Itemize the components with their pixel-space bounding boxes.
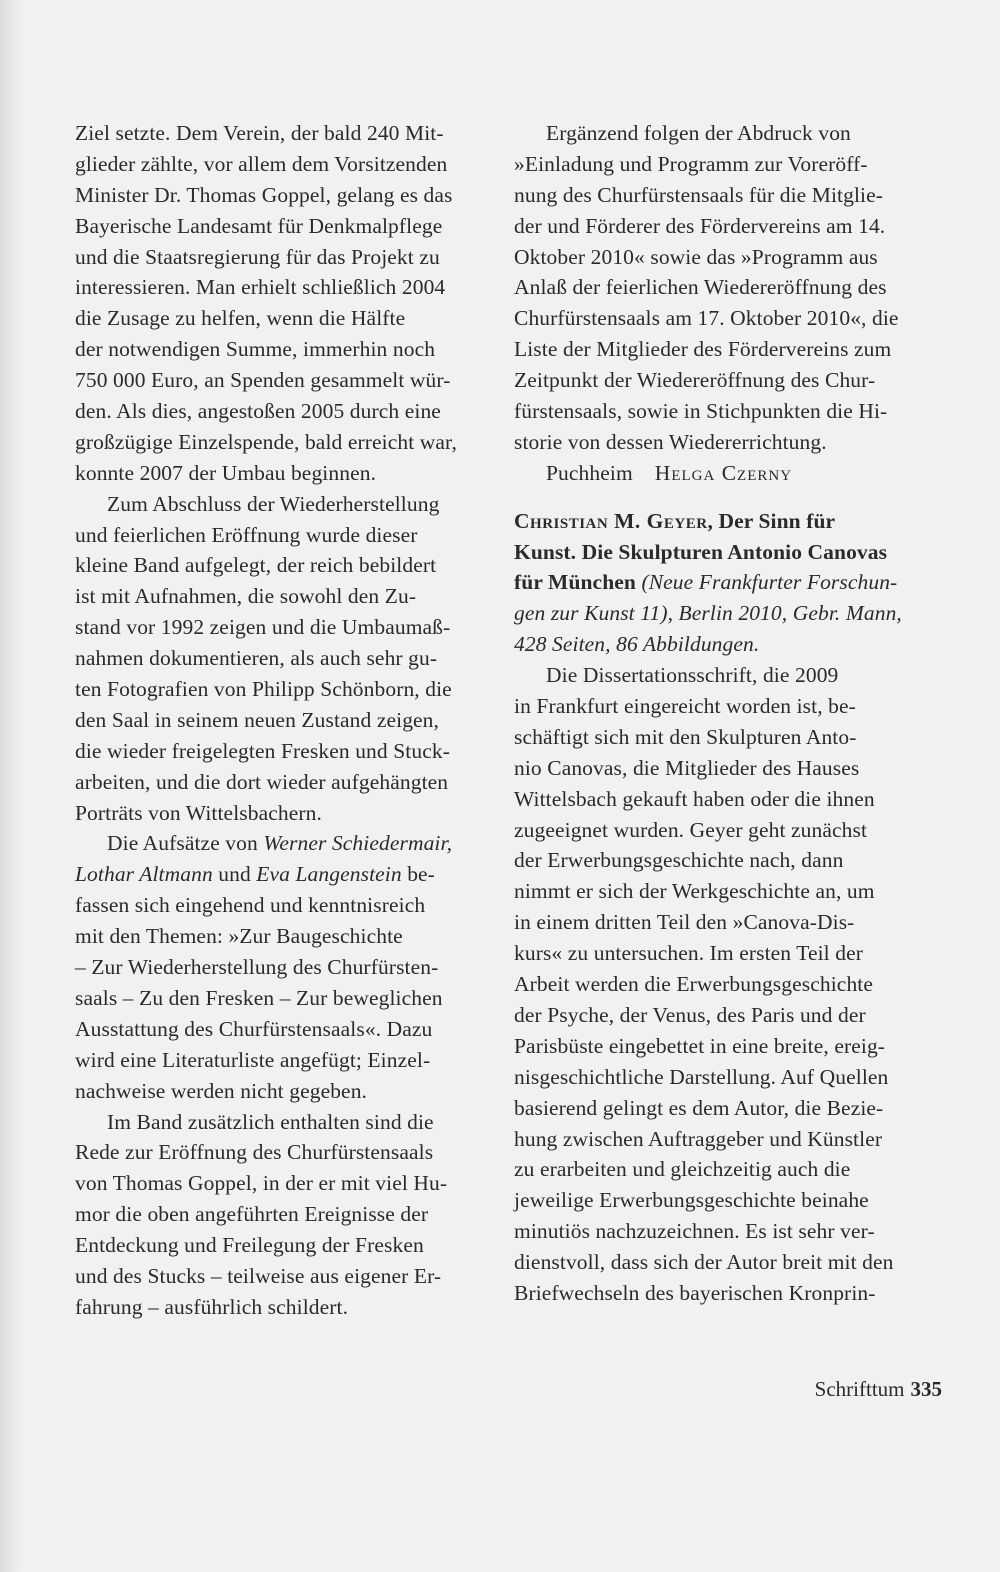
text-line: Churfürstensaals am 17. Oktober 2010«, die <box>514 306 899 331</box>
text-line: schäftigt sich mit den Skulpturen Anto- <box>514 724 857 749</box>
text-line: Zum Abschluss der Wiederherstellung <box>107 491 440 516</box>
text-line <box>75 828 491 859</box>
text-line: ten Fotografien von Philipp Schönborn, die <box>75 677 452 702</box>
text-line: interessieren. Man erhielt schließlich 2004 <box>75 275 446 300</box>
text-line: Parisbüste eingebettet in eine breite, ereig- <box>514 1033 886 1058</box>
paragraph-4 <box>75 1107 491 1323</box>
right-column <box>514 118 942 1309</box>
book-title: für München <box>514 570 636 595</box>
text-line: der notwendigen Summe, immerhin noch <box>75 337 436 362</box>
author-name: Lothar Altmann <box>75 862 213 887</box>
text-line: zugeeignet wurden. Geyer geht zunächst <box>514 817 868 842</box>
text-line: in Frankfurt eingereicht worden ist, be- <box>514 694 856 719</box>
text-line: nung des Churfürstensaals für die Mitglie- <box>514 182 884 207</box>
text-run: und <box>212 862 257 887</box>
text-line: saals – Zu den Fresken – Zur beweglichen <box>75 985 443 1010</box>
paragraph-appendix <box>514 118 942 458</box>
text-line: zu erarbeiten und gleichzeitig auch die <box>514 1157 851 1182</box>
review-signature <box>514 458 942 489</box>
text-line: nachweise werden nicht gegeben. <box>75 1078 368 1103</box>
text-line: ist mit Aufnahmen, die sowohl den Zu- <box>75 584 417 609</box>
text-line <box>514 567 942 598</box>
text-line: den. Als dies, angestoßen 2005 durch eine <box>75 399 441 424</box>
text-line: Liste der Mitglieder des Fördervereins zum <box>514 337 892 362</box>
text-line: fürstensaals, sowie in Stichpunkten die Hi- <box>514 399 888 424</box>
text-run: Die Aufsätze von <box>107 831 264 856</box>
text-line: – Zur Wiederherstellung des Churfürsten- <box>75 955 439 980</box>
text-line <box>75 859 491 890</box>
text-line: und feierlichen Eröffnung wurde dieser <box>75 522 418 547</box>
text-line: der Psyche, der Venus, des Paris und der <box>514 1002 866 1027</box>
reviewed-author: Christian M. Geyer <box>514 508 708 533</box>
text-line: der Erwerbungsgeschichte nach, dann <box>514 848 844 873</box>
text-line: Die Dissertationsschrift, die 2009 <box>546 663 839 688</box>
text-line: glieder zählte, vor allem dem Vorsitzenden <box>75 151 448 176</box>
text-line: die Zusage zu helfen, wenn die Hälfte <box>75 306 406 331</box>
paragraph-2 <box>75 489 491 829</box>
text-line: fahrung – ausführlich schildert. <box>75 1294 349 1319</box>
text-line: die wieder freigelegten Fresken und Stuck- <box>75 738 450 763</box>
text-line: nahmen dokumentieren, als auch sehr gu- <box>75 646 438 671</box>
text-line: und des Stucks – teilweise aus eigener Er- <box>75 1263 442 1288</box>
publication-details: gen zur Kunst 11), Berlin 2010, Gebr. Mann, <box>514 601 902 626</box>
text-line: konnte 2007 der Umbau beginnen. <box>75 460 377 485</box>
text-line: Bayerische Landesamt für Denkmalpflege <box>75 213 443 238</box>
text-line: minutiös nachzuzeichnen. Es ist sehr ver- <box>514 1219 875 1244</box>
text-line: Ergänzend folgen der Abdruck von <box>546 121 851 145</box>
review-body <box>514 660 942 1309</box>
text-line: Zeitpunkt der Wiedereröffnung des Chur- <box>514 368 876 393</box>
author-name: Werner Schiedermair, <box>263 831 453 856</box>
text-line: Im Band zusätzlich enthalten sind die <box>107 1109 434 1134</box>
left-column <box>75 118 491 1323</box>
text-line: wird eine Literaturliste angefügt; Einzel- <box>75 1047 431 1072</box>
signature-place: Puchheim <box>546 460 633 485</box>
text-line: und die Staatsregierung für das Projekt zu <box>75 244 440 269</box>
text-line: Porträts von Wittelsbachern. <box>75 800 322 825</box>
page-footer <box>720 1377 942 1402</box>
text-line: fassen sich eingehend und kenntnisreich <box>75 893 426 918</box>
page-gutter-shadow <box>0 0 22 1572</box>
text-line: nio Canovas, die Mitglieder des Hauses <box>514 755 860 780</box>
section-spacer <box>514 489 942 506</box>
text-line: Anlaß der feierlichen Wiedereröffnung des <box>514 275 887 300</box>
text-line: mit den Themen: »Zur Baugeschichte <box>75 924 403 949</box>
text-line: Rede zur Eröffnung des Churfürstensaals <box>75 1140 434 1165</box>
text-line: kleine Band aufgelegt, der reich bebildert <box>75 553 437 578</box>
paragraph-3 <box>75 828 491 1106</box>
text-line: hung zwischen Auftraggeber und Künstler <box>514 1126 883 1151</box>
text-line: Arbeit werden die Erwerbungsgeschichte <box>514 972 874 997</box>
text-line: nimmt er sich der Werkgeschichte an, um <box>514 879 875 904</box>
text-line: in einem dritten Teil den »Canova-Dis- <box>514 910 855 935</box>
paragraph-1 <box>75 118 491 489</box>
text-line: basierend gelingt es dem Autor, die Bezie- <box>514 1095 884 1120</box>
text-line: 750 000 Euro, an Spenden gesammelt wür- <box>75 368 451 393</box>
book-title: , Der Sinn für <box>707 508 836 533</box>
publication-details: 428 Seiten, 86 Abbildungen. <box>514 632 760 657</box>
text-line: der und Förderer des Fördervereins am 14. <box>514 213 886 238</box>
author-name: Eva Langenstein <box>256 862 402 887</box>
book-title: Kunst. Die Skulpturen Antonio Canovas <box>514 539 888 564</box>
text-line: Minister Dr. Thomas Goppel, gelang es das <box>75 182 453 207</box>
text-line: dienstvoll, dass sich der Autor breit mit den <box>514 1250 894 1275</box>
text-line: jeweilige Erwerbungsgeschichte beinahe <box>514 1188 869 1213</box>
text-line: von Thomas Goppel, in der er mit viel Hu- <box>75 1171 448 1196</box>
text-line: den Saal in seinem neuen Zustand zeigen, <box>75 707 440 732</box>
text-run: be- <box>401 862 435 887</box>
text-line: stand vor 1992 zeigen und die Umbaumaß- <box>75 615 451 640</box>
text-line: storie von dessen Wiedererrichtung. <box>514 429 827 454</box>
text-line: Ausstattung des Churfürstensaals«. Dazu <box>75 1016 433 1041</box>
text-line: Briefwechseln des bayerischen Kronprin- <box>514 1280 876 1305</box>
text-line: »Einladung und Programm zur Voreröff- <box>514 151 868 176</box>
text-line: Ziel setzte. Dem Verein, der bald 240 Mit- <box>75 121 444 145</box>
text-line: Entdeckung und Freilegung der Fresken <box>75 1233 424 1258</box>
text-line: nisgeschichtliche Darstellung. Auf Quellen <box>514 1064 889 1089</box>
text-line: kurs« zu untersuchen. Im ersten Teil der <box>514 941 863 966</box>
signature-author: Helga Czerny <box>654 460 793 485</box>
publication-details: (Neue Frankfurter Forschun- <box>635 570 898 595</box>
page-number: 335 <box>910 1377 942 1401</box>
review-heading <box>514 506 942 660</box>
text-line: Wittelsbach gekauft haben oder die ihnen <box>514 786 875 811</box>
running-footer-section: Schrifttum <box>814 1377 905 1401</box>
text-line: arbeiten, und die dort wieder aufgehängten <box>75 769 449 794</box>
text-line <box>514 506 942 537</box>
text-line: großzügige Einzelspende, bald erreicht war, <box>75 429 457 454</box>
text-line: Oktober 2010« sowie das »Programm aus <box>514 244 878 269</box>
text-line: mor die oben angeführten Ereignisse der <box>75 1202 429 1227</box>
